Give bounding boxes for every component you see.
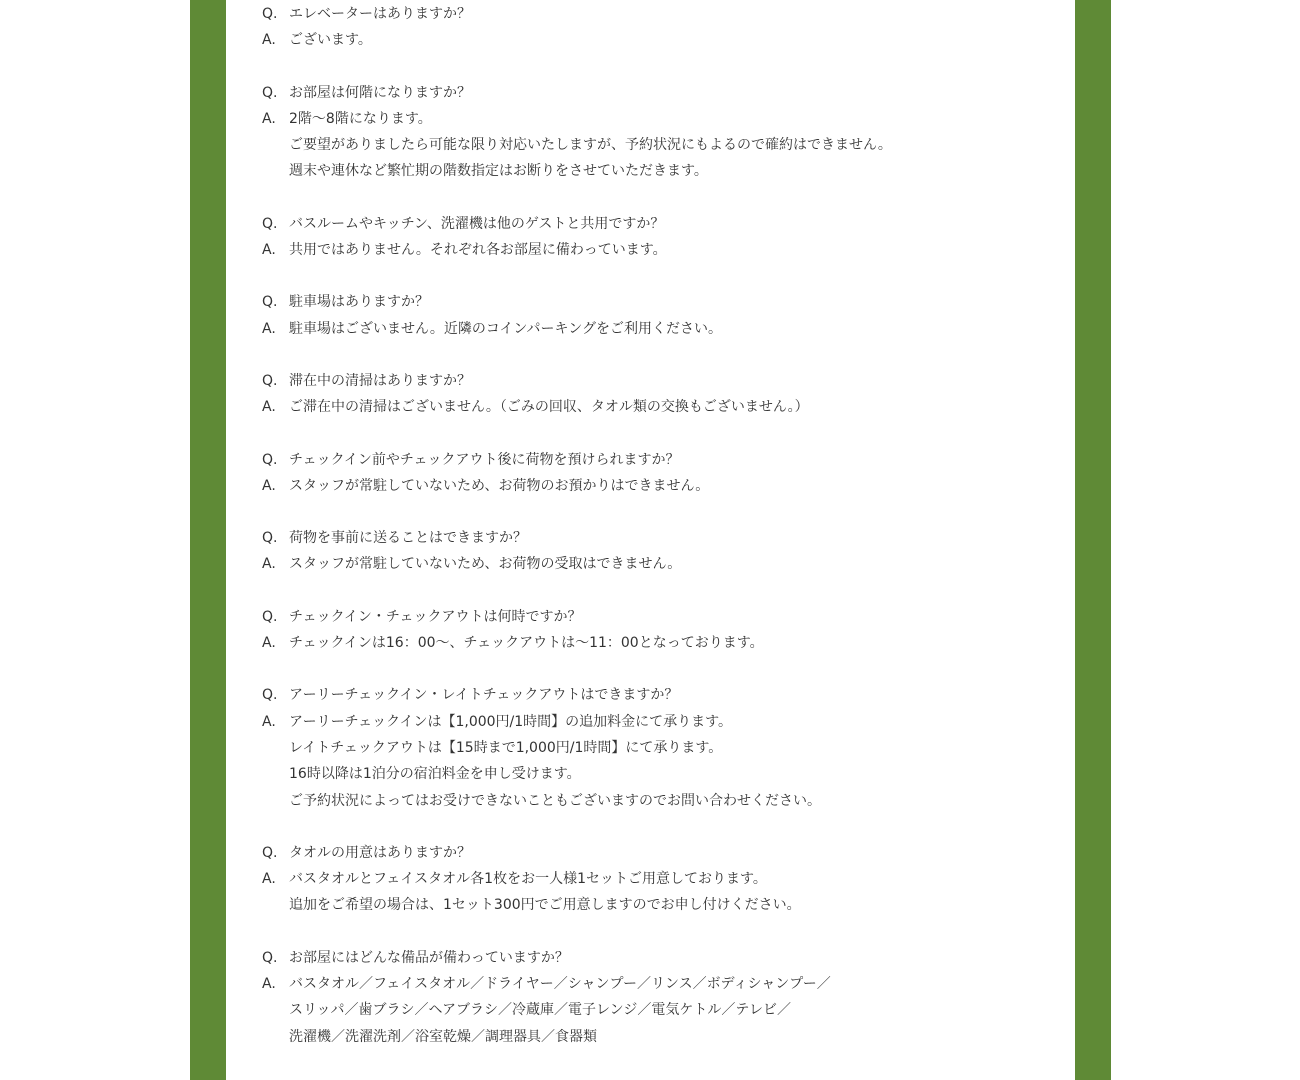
question-marker: Q.	[262, 608, 278, 625]
question-text: お部屋は何階になりますか？	[289, 84, 471, 101]
answer-text: スタッフが常駐していないため、お荷物の受取はできません。	[289, 556, 682, 573]
answer-indent	[262, 132, 289, 158]
faq-question	[262, 525, 1062, 551]
question-marker: Q.	[262, 844, 278, 861]
answer-marker: A.	[262, 477, 276, 494]
faq-answer-line	[262, 106, 1062, 132]
faq-answer-line	[262, 997, 1062, 1023]
answer-marker: A.	[262, 242, 276, 259]
answer-marker: A.	[262, 32, 276, 49]
faq-question	[262, 80, 1062, 106]
answer-text: アーリーチェックインは【1,000円/1時間】の追加料金にて承ります。	[289, 713, 733, 730]
content-panel	[226, 0, 1075, 1080]
faq-answer-line	[262, 237, 1062, 263]
question-text: 駐車場はありますか？	[289, 294, 429, 311]
question-text: 滞在中の清掃はありますか？	[289, 372, 471, 389]
answer-text: バスタオル／フェイスタオル／ドライヤー／シャンプー／リンス／ボディシャンプー／	[289, 976, 831, 993]
answer-text: 16時以降は1泊分の宿泊料金を申し受けます。	[289, 766, 581, 783]
answer-marker: A.	[262, 556, 276, 573]
answer-indent	[262, 1024, 289, 1050]
faq-item	[262, 682, 1062, 813]
faq-question	[262, 447, 1062, 473]
answer-marker: A.	[262, 110, 276, 127]
faq-question	[262, 840, 1062, 866]
answer-marker: A.	[262, 320, 276, 337]
faq-question	[262, 1, 1062, 27]
question-text: タオルの用意はありますか？	[289, 844, 471, 861]
faq-item	[262, 1, 1062, 54]
faq-answer-line	[262, 394, 1062, 420]
answer-text: 洗濯機／洗濯洗剤／浴室乾燥／調理器具／食器類	[289, 1028, 597, 1045]
question-text: バスルームやキッチン、洗濯機は他のゲストと共用ですか？	[289, 215, 665, 232]
faq-answer-line	[262, 132, 1062, 158]
answer-text: スリッパ／歯ブラシ／ヘアブラシ／冷蔵庫／電子レンジ／電気ケトル／テレビ／	[289, 1002, 792, 1019]
faq-item	[262, 289, 1062, 342]
faq-answer-line	[262, 27, 1062, 53]
faq-answer-line	[262, 866, 1062, 892]
faq-answer-line	[262, 1024, 1062, 1050]
answer-indent	[262, 735, 289, 761]
answer-text: 共用ではありません。それぞれ各お部屋に備わっています。	[289, 242, 667, 259]
question-text: 荷物を事前に送ることはできますか？	[289, 530, 527, 547]
faq-question	[262, 289, 1062, 315]
question-text: アーリーチェックイン・レイトチェックアウトはできますか？	[289, 687, 679, 704]
answer-text: 追加をご希望の場合は、1セット300円でご用意しますのでお申し付けください。	[289, 897, 801, 914]
question-marker: Q.	[262, 949, 278, 966]
faq-answer-line	[262, 761, 1062, 787]
faq-answer-line	[262, 473, 1062, 499]
question-text: チェックイン・チェックアウトは何時ですか？	[289, 608, 582, 625]
answer-marker: A.	[262, 635, 276, 652]
faq-question	[262, 368, 1062, 394]
faq-question	[262, 604, 1062, 630]
faq-answer-line	[262, 735, 1062, 761]
question-marker: Q.	[262, 372, 278, 389]
answer-marker: A.	[262, 976, 276, 993]
answer-indent	[262, 892, 289, 918]
question-marker: Q.	[262, 530, 278, 547]
answer-text: 駐車場はございません。近隣のコインパーキングをご利用ください。	[289, 320, 723, 337]
question-text: お部屋にはどんな備品が備わっていますか？	[289, 949, 569, 966]
faq-item	[262, 211, 1062, 264]
faq-item	[262, 604, 1062, 657]
answer-marker: A.	[262, 871, 276, 888]
answer-text: 週末や連休など繁忙期の階数指定はお断りをさせていただきます。	[289, 163, 708, 180]
answer-indent	[262, 788, 289, 814]
faq-answer-line	[262, 971, 1062, 997]
faq-item	[262, 80, 1062, 185]
faq-item	[262, 447, 1062, 500]
faq-item	[262, 368, 1062, 421]
answer-text: バスタオルとフェイスタオル各1枚をお一人様1セットご用意しております。	[289, 871, 767, 888]
question-marker: Q.	[262, 294, 278, 311]
question-text: チェックイン前やチェックアウト後に荷物を預けられますか？	[289, 451, 680, 468]
faq-answer-line	[262, 709, 1062, 735]
answer-text: レイトチェックアウトは【15時まで1,000円/1時間】にて承ります。	[289, 739, 723, 756]
question-marker: Q.	[262, 451, 278, 468]
faq-answer-line	[262, 892, 1062, 918]
faq-answer-line	[262, 788, 1062, 814]
faq-question	[262, 682, 1062, 708]
faq-answer-line	[262, 630, 1062, 656]
answer-text: ございます。	[289, 32, 372, 49]
faq-item	[262, 840, 1062, 919]
question-text: エレベーターはありますか？	[289, 6, 471, 22]
answer-text: ご滞在中の清掃はございません。（ごみの回収、タオル類の交換もございません。）	[289, 399, 809, 416]
question-marker: Q.	[262, 84, 278, 101]
faq-item	[262, 945, 1062, 1050]
answer-text: 2階～8階になります。	[289, 110, 432, 127]
faq-list	[262, 1, 1062, 1076]
answer-indent	[262, 997, 289, 1023]
faq-question	[262, 945, 1062, 971]
answer-indent	[262, 761, 289, 787]
answer-text: ご予約状況によってはお受けできないこともございますのでお問い合わせください。	[289, 792, 821, 809]
faq-question	[262, 211, 1062, 237]
question-marker: Q.	[262, 687, 278, 704]
question-marker: Q.	[262, 215, 278, 232]
faq-item	[262, 525, 1062, 578]
answer-text: ご要望がありましたら可能な限り対応いたしますが、予約状況にもよるので確約はできません。	[289, 137, 892, 154]
answer-marker: A.	[262, 713, 276, 730]
answer-indent	[262, 158, 289, 184]
answer-marker: A.	[262, 399, 276, 416]
faq-answer-line	[262, 316, 1062, 342]
faq-answer-line	[262, 158, 1062, 184]
faq-answer-line	[262, 551, 1062, 577]
question-marker: Q.	[262, 6, 278, 22]
answer-text: スタッフが常駐していないため、お荷物のお預かりはできません。	[289, 477, 710, 494]
answer-text: チェックインは16：00～、チェックアウトは～11：00となっております。	[289, 635, 764, 652]
